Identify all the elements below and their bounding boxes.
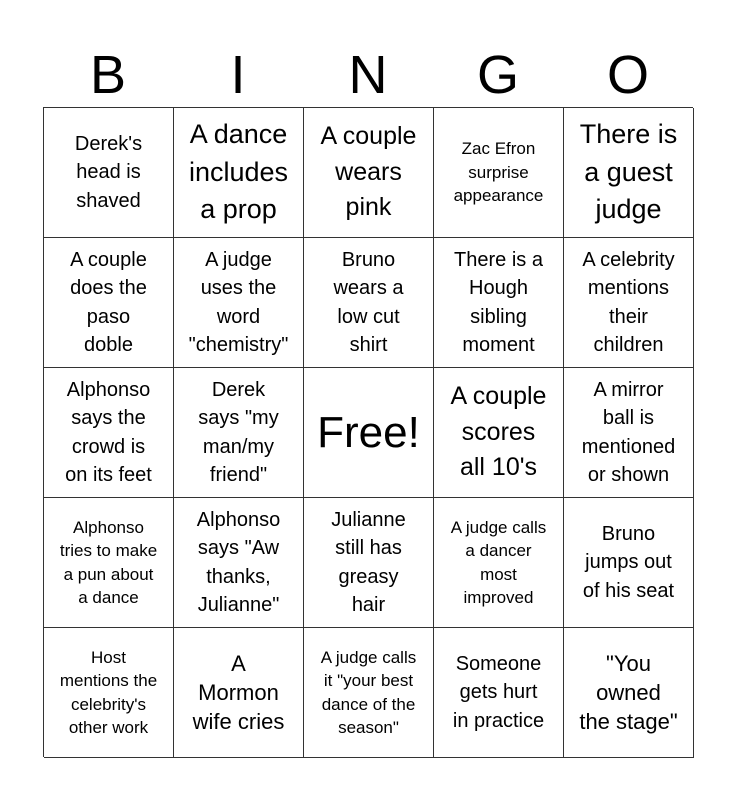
bingo-cell[interactable] (564, 238, 694, 368)
cell-text: There is a Hough sibling moment (454, 248, 543, 356)
free-space[interactable] (304, 368, 434, 498)
bingo-cell[interactable] (564, 498, 694, 628)
bingo-cell[interactable] (44, 498, 174, 628)
cell-text: Bruno wears a low cut shirt (333, 248, 404, 356)
header-letter-o: O (606, 45, 649, 105)
cell-text: A judge uses the word "chemistry" (188, 248, 289, 356)
cell-text: Julianne still has greasy hair (331, 508, 406, 616)
header-letter-g: G (476, 45, 519, 105)
bingo-cell[interactable] (174, 628, 304, 758)
bingo-cell[interactable] (564, 108, 694, 238)
header-letter-n: N (348, 45, 388, 105)
cell-text: Someone gets hurt in practice (452, 652, 545, 732)
cell-text: Derek says "my man/my friend" (198, 378, 279, 486)
bingo-cell[interactable] (174, 368, 304, 498)
cell-text: A mirror ball is mentioned or shown (581, 378, 676, 486)
cell-text: A judge calls a dancer most improved (450, 517, 547, 607)
free-space-text: Free! (317, 407, 420, 457)
bingo-cell[interactable] (44, 628, 174, 758)
bingo-cell[interactable] (434, 108, 564, 238)
bingo-cell[interactable] (174, 108, 304, 238)
bingo-cell[interactable] (564, 368, 694, 498)
cell-text: Host mentions the celebrity's other work (59, 647, 158, 737)
bingo-cell[interactable] (174, 238, 304, 368)
cell-text: A couple does the paso doble (70, 248, 147, 356)
cell-text: A judge calls it "your best dance of the season" (320, 647, 417, 737)
cell-text: A celebrity mentions their children (582, 248, 675, 356)
bingo-cell[interactable] (434, 498, 564, 628)
bingo-cell[interactable] (434, 628, 564, 758)
cell-text: "You owned the stage" (579, 651, 678, 734)
cell-text: A couple wears pink (320, 122, 417, 222)
bingo-cell[interactable] (44, 368, 174, 498)
header-letter-i: I (230, 45, 246, 105)
bingo-cell[interactable] (44, 238, 174, 368)
bingo-cell[interactable] (434, 368, 564, 498)
cell-text: Alphonso says "Aw thanks, Julianne" (196, 508, 281, 616)
bingo-cell[interactable] (434, 238, 564, 368)
bingo-cell[interactable] (44, 108, 174, 238)
header-letter-b: B (89, 45, 127, 105)
bingo-header (43, 46, 693, 104)
bingo-board (43, 107, 693, 757)
bingo-cell[interactable] (564, 628, 694, 758)
bingo-cell[interactable] (304, 498, 434, 628)
bingo-cell[interactable] (304, 108, 434, 238)
cell-text: A couple scores all 10's (450, 382, 547, 482)
cell-text: Zac Efron surprise appearance (453, 139, 544, 206)
bingo-cell[interactable] (304, 238, 434, 368)
cell-text: Bruno jumps out of his seat (582, 522, 675, 602)
cell-text: Alphonso says the crowd is on its feet (65, 378, 152, 486)
cell-text: A Mormon wife cries (192, 651, 285, 734)
cell-text: Alphonso tries to make a pun about a dance (59, 517, 158, 607)
cell-text: There is a guest judge (579, 119, 678, 225)
cell-text: Derek's head is shaved (74, 132, 143, 212)
cell-text: A dance includes a prop (188, 119, 289, 225)
bingo-cell[interactable] (174, 498, 304, 628)
bingo-cell[interactable] (304, 628, 434, 758)
